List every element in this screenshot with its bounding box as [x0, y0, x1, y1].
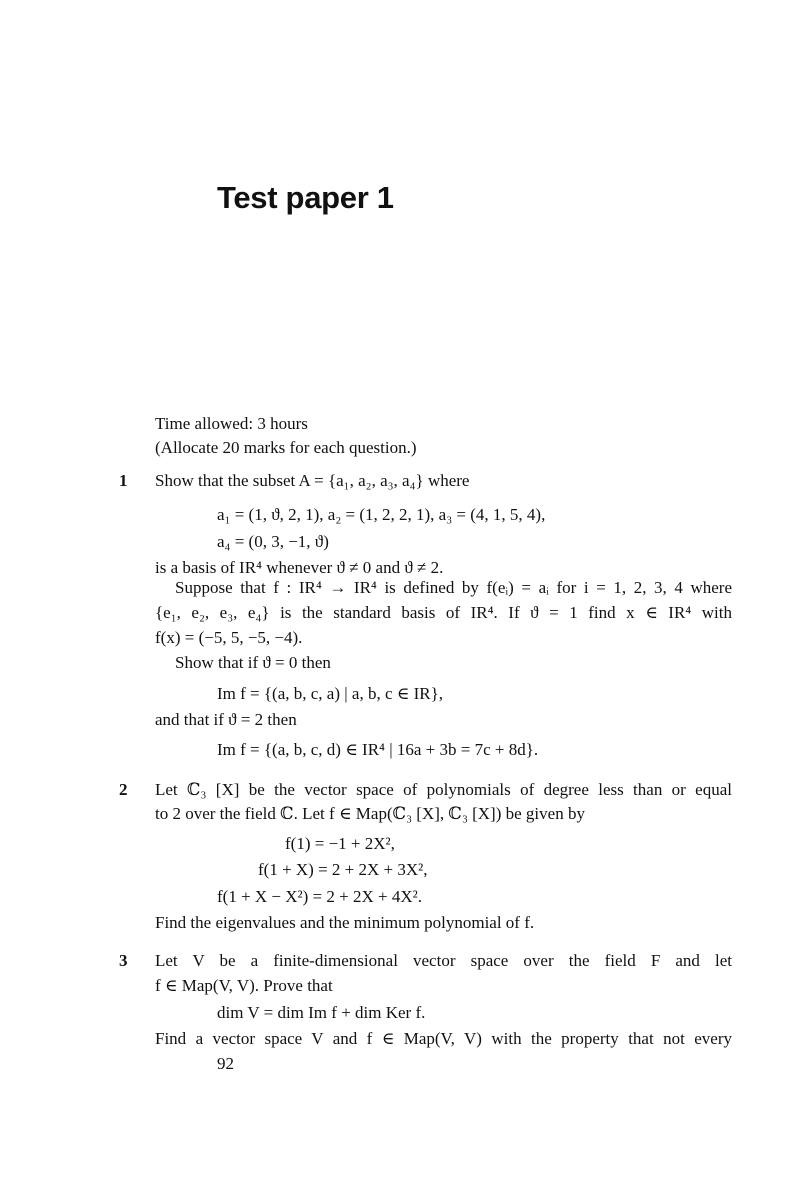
page-number: 92 — [217, 1054, 234, 1073]
q1-line: {e₁, e₂, e₃, e₄} is the standard basis of IR⁴. If ϑ = 1 find x ∈ IR⁴ with — [155, 603, 732, 622]
q2-line: to 2 over the field ℂ. Let f ∈ Map(ℂ₃ [X], ℂ₃ [X]) be given by — [155, 804, 585, 823]
q2-line: f(1 + X) = 2 + 2X + 3X², — [258, 860, 428, 879]
q2-line: Find the eigenvalues and the minimum polynomial of f. — [155, 913, 535, 932]
q1-line: Im f = {(a, b, c, d) ∈ IR⁴ | 16a + 3b = 7c + 8d}. — [217, 740, 539, 759]
q2-line: Let ℂ₃ [X] be the vector space of polynomials of degree less than or equal — [155, 780, 732, 799]
q1-line: a₁ = (1, ϑ, 2, 1), a₂ = (1, 2, 2, 1), a₃ = (4, 1, 5, 4), — [217, 505, 546, 524]
q1-line: is a basis of IR⁴ whenever ϑ ≠ 0 and ϑ ≠ 2. — [155, 558, 444, 577]
q3-line: dim V = dim Im f + dim Ker f. — [217, 1003, 426, 1022]
question-number-1: 1 — [119, 471, 128, 490]
q1-line: a₄ = (0, 3, −1, ϑ) — [217, 532, 329, 551]
marks-note: (Allocate 20 marks for each question.) — [155, 438, 417, 457]
question-number-3: 3 — [119, 951, 128, 970]
q1-line: f(x) = (−5, 5, −5, −4). — [155, 628, 303, 647]
q2-line: f(1) = −1 + 2X², — [285, 834, 395, 853]
q3-line: Let V be a finite-dimensional vector space over the field F and let — [155, 951, 732, 970]
q2-line: f(1 + X − X²) = 2 + 2X + 4X². — [217, 887, 422, 906]
q1-line: Show that the subset A = {a₁, a₂, a₃, a₄} where — [155, 471, 470, 490]
q1-line: and that if ϑ = 2 then — [155, 710, 297, 729]
q1-line: Show that if ϑ = 0 then — [175, 653, 331, 672]
q3-line: f ∈ Map(V, V). Prove that — [155, 976, 333, 995]
question-number-2: 2 — [119, 780, 128, 799]
q3-line: Find a vector space V and f ∈ Map(V, V) with the property that not every — [155, 1029, 732, 1048]
page-title: Test paper 1 — [217, 180, 394, 215]
time-allowed: Time allowed: 3 hours — [155, 414, 308, 433]
q1-line: Im f = {(a, b, c, a) | a, b, c ∈ IR}, — [217, 684, 443, 703]
q1-line: Suppose that f : IR⁴ → IR⁴ is defined by f(eᵢ) = aᵢ for i = 1, 2, 3, 4 where — [175, 578, 732, 597]
